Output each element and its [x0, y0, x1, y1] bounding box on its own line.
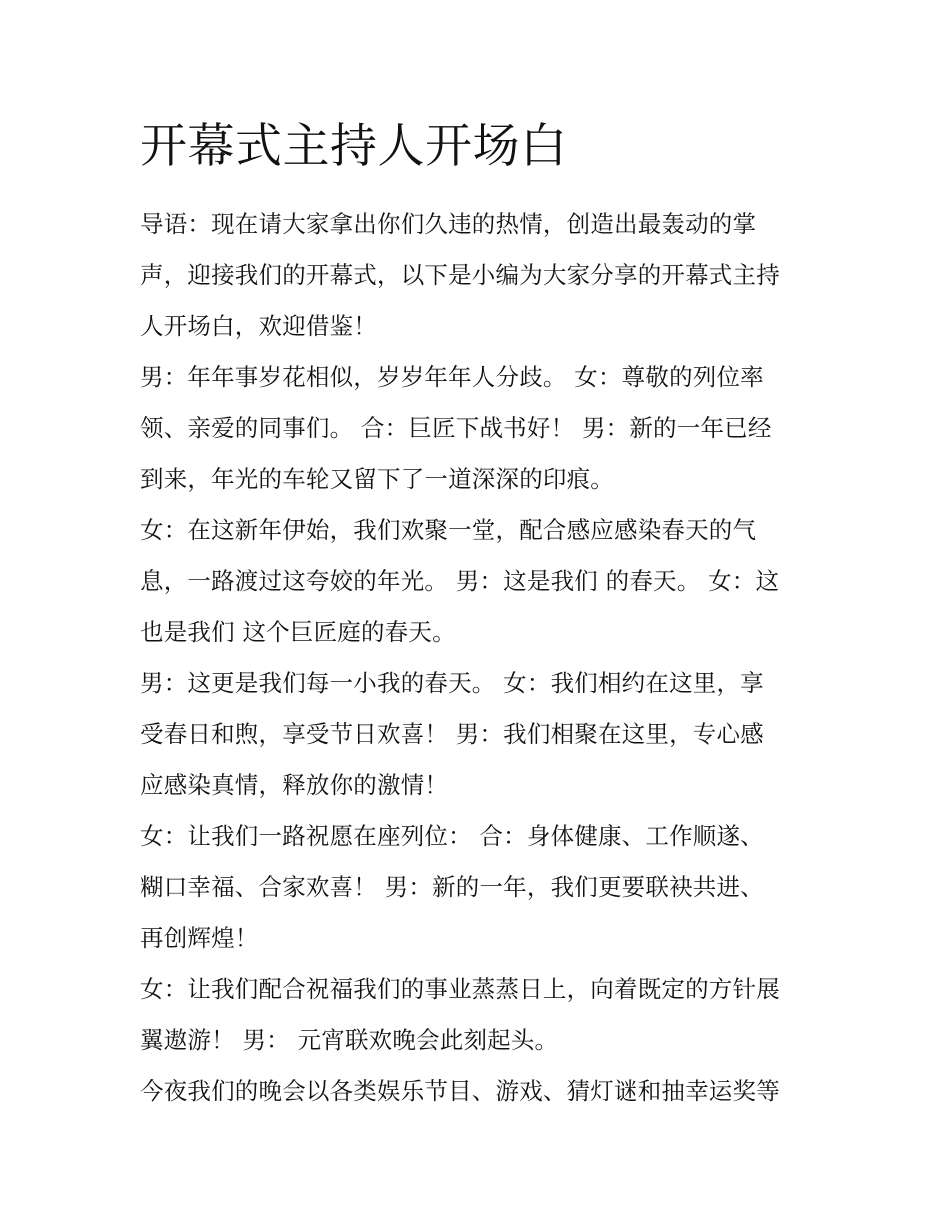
body-line: 受春日和煦，享受节日欢喜！ 男：我们相聚在这里，专心感 — [140, 720, 764, 748]
body-line: 导语：现在请大家拿出你们久违的热情，创造出最轰动的掌 — [140, 210, 757, 238]
body-line: 糊口幸福、合家欢喜！ 男：新的一年，我们更要联袂共进、 — [140, 873, 764, 901]
body-line: 声，迎接我们的开幕式，以下是小编为大家分享的开幕式主持 — [140, 261, 780, 289]
document-body — [140, 199, 815, 1117]
body-line: 男：年年事岁花相似，岁岁年年人分歧。 女：尊敬的列位率 — [140, 363, 764, 391]
document-title: 开幕式主持人开场白 — [140, 119, 568, 174]
body-line: 领、亲爱的同事们。 合：巨匠下战书好！ 男：新的一年已经 — [140, 414, 772, 442]
body-line: 今夜我们的晚会以各类娱乐节目、游戏、猜灯谜和抽幸运奖等 — [140, 1077, 780, 1105]
body-line: 应感染真情，释放你的激情！ — [140, 771, 449, 799]
body-line: 人开场白，欢迎借鉴！ — [140, 312, 377, 340]
body-line: 也是我们 这个巨匠庭的春天。 — [140, 618, 456, 646]
body-line: 女：让我们配合祝福我们的事业蒸蒸日上，向着既定的方针展 — [140, 975, 780, 1003]
body-line: 再创辉煌！ — [140, 924, 259, 952]
body-line: 到来，年光的车轮又留下了一道深深的印痕。 — [140, 465, 614, 493]
body-line: 息，一路渡过这夸姣的年光。 男：这是我们 的春天。 女：这 — [140, 567, 780, 595]
body-line: 男：这更是我们每一小我的春天。 女：我们相约在这里，享 — [140, 669, 764, 697]
body-line: 翼遨游！ 男： 元宵联欢晚会此刻起头。 — [140, 1026, 559, 1054]
body-line: 女：让我们一路祝愿在座列位： 合：身体健康、工作顺遂、 — [140, 822, 764, 850]
body-line: 女：在这新年伊始，我们欢聚一堂，配合感应感染春天的气 — [140, 516, 757, 544]
